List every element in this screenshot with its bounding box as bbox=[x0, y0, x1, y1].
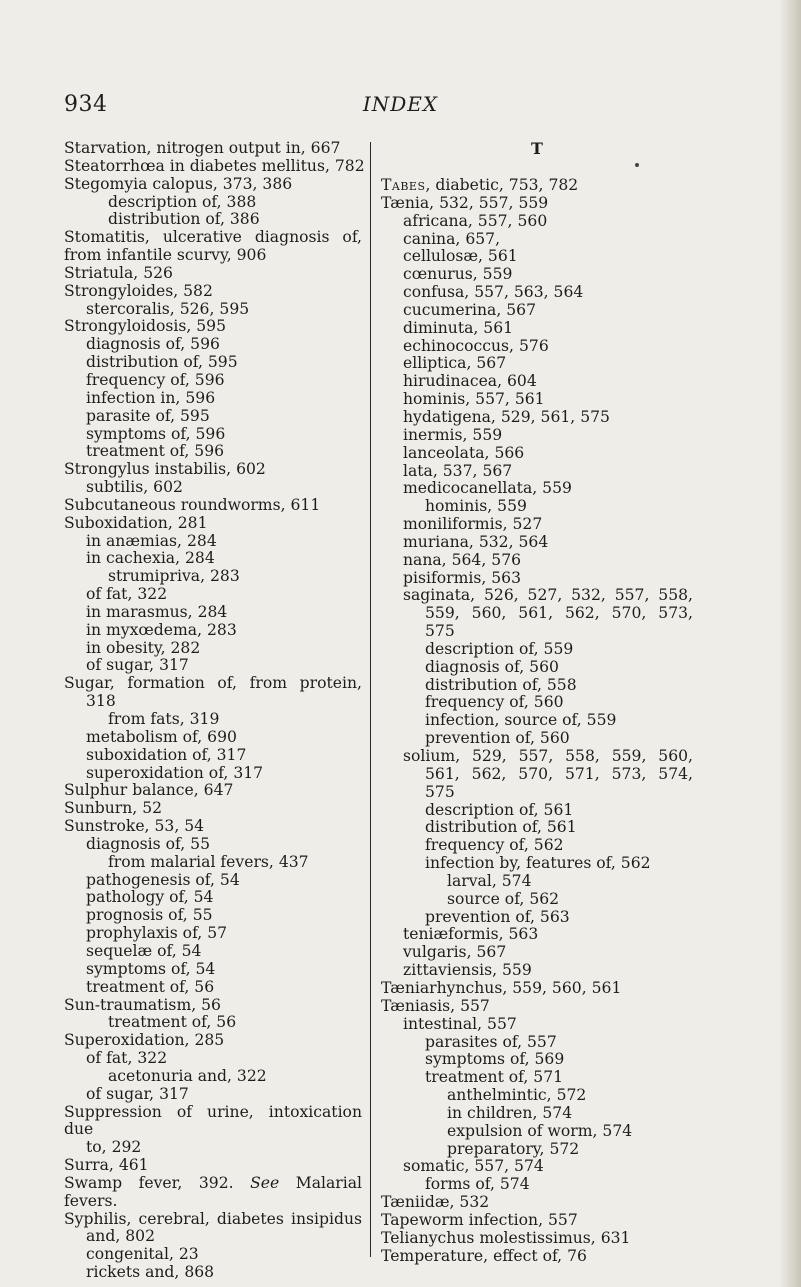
index-entry: from infantile scurvy, 906 bbox=[64, 246, 267, 265]
index-entry: treatment of, 56 bbox=[108, 1013, 237, 1032]
index-entry: frequency of, 562 bbox=[425, 836, 564, 855]
index-entry: Superoxidation, 285 bbox=[64, 1031, 225, 1050]
ornament-row bbox=[381, 159, 693, 177]
index-entry: source of, 562 bbox=[447, 889, 560, 908]
index-entry: 561, 562, 570, 571, 573, 574, bbox=[425, 764, 693, 783]
index-entry: symptoms of, 596 bbox=[86, 424, 226, 443]
index-entry: lata, 537, 567 bbox=[403, 461, 513, 480]
index-entry: hirudinacea, 604 bbox=[403, 372, 537, 391]
index-entry: from fats, 319 bbox=[108, 710, 220, 728]
index-entry: moniliformis, 527 bbox=[403, 515, 543, 534]
index-column-right bbox=[381, 140, 693, 1265]
index-entry: vulgaris, 567 bbox=[403, 943, 507, 962]
index-entry: Tænia, 532, 557, 559 bbox=[381, 193, 549, 212]
index-entry: treatment of, 56 bbox=[86, 977, 215, 996]
index-entry: Syphilis, cerebral, diabetes insipidus bbox=[64, 1209, 362, 1228]
index-entry: anthelmintic, 572 bbox=[447, 1086, 587, 1105]
index-entry: saginata, 526, 527, 532, 557, 558, bbox=[403, 586, 693, 605]
index-entry: subtilis, 602 bbox=[86, 478, 183, 497]
index-entry: rickets and, 868 bbox=[86, 1263, 215, 1282]
index-entry: preparatory, 572 bbox=[447, 1139, 580, 1158]
page-header bbox=[0, 92, 801, 122]
index-entry: intestinal, 557 bbox=[403, 1014, 517, 1033]
index-entry: in children, 574 bbox=[447, 1103, 573, 1122]
index-entry: cellulosæ, 561 bbox=[403, 247, 518, 266]
index-entry: hydatigena, 529, 561, 575 bbox=[403, 407, 610, 426]
index-entry: Temperature, effect of, 76 bbox=[381, 1246, 587, 1265]
index-entry: Suboxidation, 281 bbox=[64, 513, 208, 532]
index-entry: to, 292 bbox=[86, 1138, 142, 1157]
index-entry: stercoralis, 526, 595 bbox=[86, 299, 250, 318]
index-entry: of fat, 322 bbox=[86, 1049, 168, 1068]
index-entry: symptoms of, 54 bbox=[86, 959, 216, 978]
index-entry: Tæniasis, 557 bbox=[381, 996, 490, 1015]
index-entry: africana, 557, 560 bbox=[403, 211, 548, 230]
index-entry: prophylaxis of, 57 bbox=[86, 924, 228, 943]
index-entry: infection in, 596 bbox=[86, 388, 216, 407]
index-entry: parasites of, 557 bbox=[425, 1032, 557, 1051]
index-entry: elliptica, 567 bbox=[403, 354, 507, 373]
page-number: 934 bbox=[64, 92, 108, 117]
index-entry: of sugar, 317 bbox=[86, 656, 189, 675]
index-entry: description of, 561 bbox=[425, 800, 574, 819]
index-entry: fevers. bbox=[64, 1191, 118, 1210]
index-entry: Sunburn, 52 bbox=[64, 799, 163, 818]
index-entry: larval, 574 bbox=[447, 871, 532, 890]
index-column-left bbox=[64, 139, 365, 1282]
index-entry: Suppression of urine, intoxication due bbox=[64, 1102, 362, 1139]
index-entry: Sun-traumatism, 56 bbox=[64, 995, 221, 1014]
index-entry: confusa, 557, 563, 564 bbox=[403, 283, 584, 302]
index-entry: in obesity, 282 bbox=[86, 638, 201, 657]
index-entry: cucumerina, 567 bbox=[403, 300, 537, 319]
index-entry: solium, 529, 557, 558, 559, 560, bbox=[403, 747, 693, 765]
index-entry: zittaviensis, 559 bbox=[403, 961, 532, 980]
index-entry: infection, source of, 559 bbox=[425, 711, 617, 730]
index-entry: Striatula, 526 bbox=[64, 263, 173, 282]
index-entry: in marasmus, 284 bbox=[86, 602, 228, 621]
index-entry: Surra, 461 bbox=[64, 1156, 149, 1175]
right-entries bbox=[381, 177, 693, 1265]
index-entry: Starvation, nitrogen output in, 667 bbox=[64, 139, 341, 157]
index-entry: description of, 559 bbox=[425, 639, 574, 658]
index-entry: canina, 657, bbox=[403, 229, 501, 248]
index-entry: Sugar, formation of, from protein, bbox=[64, 674, 362, 693]
page-edge-shadow bbox=[779, 0, 801, 1287]
index-entry: diagnosis of, 596 bbox=[86, 335, 220, 354]
index-entry: Tapeworm infection, 557 bbox=[381, 1210, 578, 1229]
index-entry: treatment of, 571 bbox=[425, 1068, 564, 1087]
index-entry: distribution of, 561 bbox=[425, 818, 577, 837]
index-entry: Tabes, diabetic, 753, 782 bbox=[381, 176, 579, 194]
index-entry: of fat, 322 bbox=[86, 585, 168, 604]
index-entry: cœnurus, 559 bbox=[403, 265, 513, 284]
index-entry: medicocanellata, 559 bbox=[403, 479, 572, 498]
index-entry: acetonuria and, 322 bbox=[108, 1066, 267, 1085]
index-entry: frequency of, 596 bbox=[86, 370, 225, 389]
index-entry: symptoms of, 569 bbox=[425, 1050, 565, 1069]
index-entry: frequency of, 560 bbox=[425, 693, 564, 712]
index-entry: inermis, 559 bbox=[403, 425, 503, 444]
index-entry: superoxidation of, 317 bbox=[86, 763, 264, 782]
index-entry: Telianychus molestissimus, 631 bbox=[381, 1228, 631, 1247]
ornament-dot bbox=[635, 163, 639, 167]
index-entry: parasite of, 595 bbox=[86, 406, 210, 425]
index-entry: forms of, 574 bbox=[425, 1175, 530, 1194]
section-letter: T bbox=[531, 139, 543, 158]
index-entry: Sulphur balance, 647 bbox=[64, 781, 234, 800]
index-entry: in cachexia, 284 bbox=[86, 549, 215, 568]
index-entry: distribution of, 595 bbox=[86, 353, 238, 372]
index-entry: Stegomyia calopus, 373, 386 bbox=[64, 174, 293, 193]
index-entry: echinococcus, 576 bbox=[403, 336, 549, 355]
index-entry: Tæniidæ, 532 bbox=[381, 1193, 490, 1212]
index-entry: expulsion of worm, 574 bbox=[447, 1121, 633, 1140]
index-entry: pisiformis, 563 bbox=[403, 568, 522, 587]
index-entry: Strongyloidosis, 595 bbox=[64, 317, 227, 336]
index-entry: Swamp fever, 392. See Malarial bbox=[64, 1173, 362, 1192]
index-entry: 318 bbox=[86, 692, 116, 711]
index-entry: sequelæ of, 54 bbox=[86, 941, 202, 960]
index-entry: diagnosis of, 55 bbox=[86, 834, 210, 853]
index-entry: prognosis of, 55 bbox=[86, 906, 213, 925]
index-entry: Strongyloides, 582 bbox=[64, 281, 213, 300]
index-entry: prevention of, 560 bbox=[425, 729, 570, 748]
column-divider bbox=[370, 142, 371, 1257]
running-head: INDEX bbox=[362, 92, 439, 116]
index-entry: pathogenesis of, 54 bbox=[86, 870, 240, 889]
index-entry: description of, 388 bbox=[108, 192, 257, 211]
index-entry: metabolism of, 690 bbox=[86, 727, 237, 746]
index-entry: lanceolata, 566 bbox=[403, 443, 525, 462]
index-entry: Sunstroke, 53, 54 bbox=[64, 817, 205, 836]
index-entry: teniæformis, 563 bbox=[403, 925, 539, 944]
index-entry: in anæmias, 284 bbox=[86, 531, 217, 550]
index-entry: Steatorrhœa in diabetes mellitus, 782 bbox=[64, 156, 365, 175]
index-entry: diminuta, 561 bbox=[403, 318, 514, 337]
index-entry: hominis, 557, 561 bbox=[403, 390, 545, 409]
index-entry: 559, 560, 561, 562, 570, 573, bbox=[425, 604, 693, 623]
index-entry: distribution of, 558 bbox=[425, 675, 577, 694]
index-entry: muriana, 532, 564 bbox=[403, 532, 549, 551]
index-entry: distribution of, 386 bbox=[108, 210, 260, 229]
index-entry: pathology of, 54 bbox=[86, 888, 214, 907]
index-entry: Tæniarhynchus, 559, 560, 561 bbox=[381, 978, 622, 997]
index-entry: Stomatitis, ulcerative diagnosis of, bbox=[64, 228, 362, 247]
index-entry: from malarial fevers, 437 bbox=[108, 852, 309, 871]
index-entry: suboxidation of, 317 bbox=[86, 745, 247, 764]
index-entry: congenital, 23 bbox=[86, 1245, 199, 1264]
index-entry: diagnosis of, 560 bbox=[425, 657, 559, 676]
index-entry: of sugar, 317 bbox=[86, 1084, 189, 1103]
index-entry: hominis, 559 bbox=[425, 497, 527, 516]
index-entry: infection by, features of, 562 bbox=[425, 854, 651, 873]
index-entry: strumipriva, 283 bbox=[108, 567, 240, 586]
index-entry: nana, 564, 576 bbox=[403, 550, 522, 569]
index-entry: and, 802 bbox=[86, 1227, 155, 1246]
index-entry: prevention of, 563 bbox=[425, 907, 570, 926]
index-entry: in myxœdema, 283 bbox=[86, 620, 237, 639]
index-entry: 575 bbox=[425, 622, 455, 641]
index-entry: Subcutaneous roundworms, 611 bbox=[64, 495, 321, 514]
index-entry: somatic, 557, 574 bbox=[403, 1157, 544, 1176]
index-entry: 575 bbox=[425, 782, 455, 801]
index-entry: treatment of, 596 bbox=[86, 442, 225, 461]
index-entry: Strongylus instabilis, 602 bbox=[64, 460, 266, 479]
